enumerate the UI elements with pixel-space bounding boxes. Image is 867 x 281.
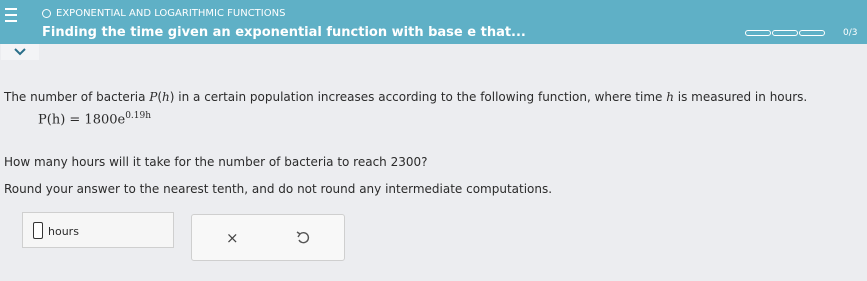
topic-label: EXPONENTIAL AND LOGARITHMIC FUNCTIONS — [56, 8, 286, 19]
variable-h: h — [666, 90, 674, 104]
progress-segment — [772, 30, 798, 36]
answer-input[interactable] — [33, 222, 43, 239]
problem-text-part: The number of bacteria — [4, 90, 150, 104]
equation — [38, 111, 151, 127]
progress-count: 0/3 — [843, 28, 858, 38]
clear-button[interactable]: × — [226, 229, 239, 247]
topic-circle-icon — [42, 9, 51, 18]
collapse-toggle[interactable] — [1, 44, 39, 60]
progress-segment — [745, 30, 771, 36]
topic-line — [42, 8, 285, 19]
menu-icon[interactable] — [5, 8, 17, 22]
question-text: How many hours will it take for the number of bacteria to reach 2300? — [4, 155, 428, 169]
problem-text-part: in a certain population increases according to the following function, where time — [174, 90, 667, 104]
answer-panel — [22, 212, 174, 248]
progress-segment — [799, 30, 825, 36]
undo-icon[interactable] — [296, 229, 310, 245]
equation-exponent: 0.19h — [125, 111, 152, 121]
chevron-down-icon — [14, 48, 26, 56]
function-name: P — [149, 90, 158, 104]
action-panel — [191, 214, 345, 261]
header-bar — [0, 0, 867, 44]
problem-statement: The number of bacteria P(h) in a certain population increases according to the following function, where time h is measured in hours. — [4, 90, 808, 104]
instruction-text: Round your answer to the nearest tenth, and do not round any intermediate computations. — [4, 182, 553, 196]
variable-h: h — [162, 90, 170, 104]
equation-base: P(h) = 1800e — [38, 112, 126, 128]
page-title: Finding the time given an exponential function with base e that... — [42, 25, 526, 40]
problem-text-part: is measured in hours. — [673, 90, 808, 104]
unit-label: hours — [48, 225, 79, 238]
progress-bar — [745, 30, 826, 36]
